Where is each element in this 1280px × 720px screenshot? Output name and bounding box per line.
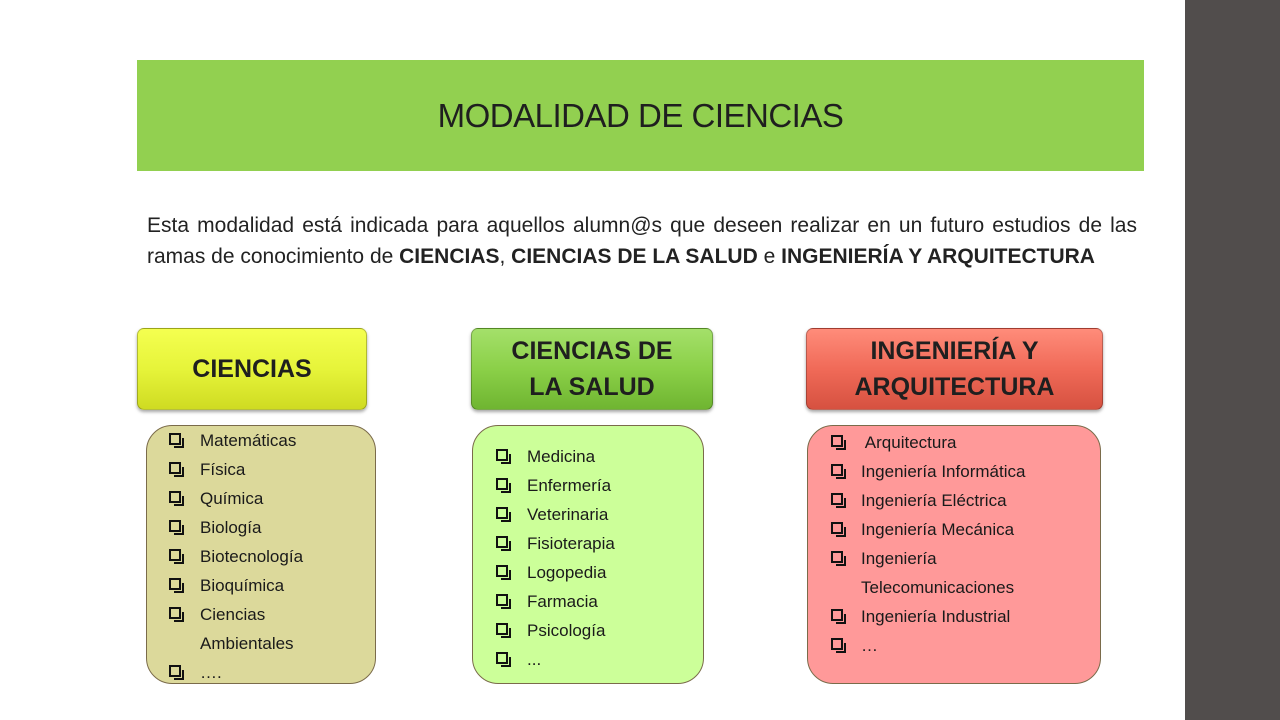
list-item [169, 455, 330, 484]
checkbox-icon [831, 493, 843, 505]
list-item [169, 513, 330, 542]
checkbox-icon [831, 464, 843, 476]
list-item [169, 426, 330, 455]
list-item [496, 500, 615, 529]
list-item [831, 457, 1071, 486]
header-ciencias [137, 328, 367, 410]
intro-bold-salud: CIENCIAS DE LA SALUD [511, 245, 758, 268]
list-item-label: Bioquímica [200, 576, 285, 595]
list-item-label: Arquitectura [861, 433, 957, 452]
checkbox-icon [496, 594, 508, 606]
list-ingenieria-items [831, 428, 1071, 660]
checkbox-icon [169, 520, 181, 532]
list-item [169, 542, 330, 571]
list-item [496, 529, 615, 558]
list-item-label: Logopedia [527, 563, 607, 582]
list-item [831, 544, 1071, 602]
checkbox-icon [831, 522, 843, 534]
list-item [169, 571, 330, 600]
checkbox-icon [496, 623, 508, 635]
list-item [496, 558, 615, 587]
list-item-label: Psicología [527, 621, 606, 640]
checkbox-icon [496, 565, 508, 577]
list-item-label: Fisioterapia [527, 534, 615, 553]
header-ciencias-label: CIENCIAS [192, 355, 312, 383]
checkbox-icon [169, 607, 181, 619]
checkbox-icon [169, 665, 181, 677]
intro-bold-ingenieria: INGENIERÍA Y ARQUITECTURA [781, 245, 1095, 268]
list-item [831, 515, 1071, 544]
list-item-label: ... [527, 650, 542, 669]
list-item [496, 587, 615, 616]
intro-paragraph [147, 210, 1137, 272]
list-item [831, 428, 1071, 457]
list-ciencias [146, 425, 376, 684]
list-item [169, 600, 330, 658]
list-item-label: Veterinaria [527, 505, 609, 524]
list-ciencias-salud [472, 425, 704, 684]
header-ciencias-salud-label: CIENCIAS DE LA SALUD [511, 337, 673, 401]
list-item [496, 616, 615, 645]
checkbox-icon [831, 638, 843, 650]
list-item [169, 484, 330, 513]
list-item-label: Biología [200, 518, 262, 537]
checkbox-icon [831, 609, 843, 621]
list-item-label: Ingeniería Industrial [861, 607, 1011, 626]
checkbox-icon [169, 462, 181, 474]
checkbox-icon [831, 551, 843, 563]
intro-separator: , [499, 245, 512, 268]
intro-text: Esta modalidad está indicada para aquellos alumn@s que deseen realizar en un futuro estudios de las ramas de conocimiento de [147, 214, 1137, 268]
checkbox-icon [496, 652, 508, 664]
list-item-label: Matemáticas [200, 431, 297, 450]
list-item-label: Física [200, 460, 246, 479]
list-item [496, 442, 615, 471]
list-item-label: Ingeniería Informática [861, 462, 1026, 481]
intro-separator: e [757, 245, 782, 268]
list-item-label: Biotecnología [200, 547, 304, 566]
checkbox-icon [169, 578, 181, 590]
list-item [831, 631, 1071, 660]
list-ciencias-items [169, 426, 330, 687]
checkbox-icon [169, 433, 181, 445]
list-item-label: Ingeniería Eléctrica [861, 491, 1007, 510]
list-item-label: Ciencias Ambientales [200, 605, 294, 653]
list-item [496, 645, 615, 674]
checkbox-icon [169, 491, 181, 503]
list-item [831, 486, 1071, 515]
list-item-label: Química [200, 489, 264, 508]
header-ingenieria-arquitectura [806, 328, 1103, 410]
list-item [831, 602, 1071, 631]
list-ingenieria-arquitectura [807, 425, 1101, 684]
checkbox-icon [496, 507, 508, 519]
title-band [137, 60, 1144, 171]
checkbox-icon [496, 449, 508, 461]
list-item-label: … [861, 636, 878, 655]
list-item [496, 471, 615, 500]
intro-bold-ciencias: CIENCIAS [399, 245, 500, 268]
list-salud-items [496, 442, 615, 674]
list-item [169, 658, 330, 687]
page-title: MODALIDAD DE CIENCIAS [437, 96, 844, 134]
list-item-label: Enfermería [527, 476, 612, 495]
checkbox-icon [496, 536, 508, 548]
right-side-bar [1185, 0, 1280, 720]
header-ciencias-salud [471, 328, 713, 410]
checkbox-icon [831, 435, 843, 447]
checkbox-icon [496, 478, 508, 490]
list-item-label: Ingeniería Mecánica [861, 520, 1015, 539]
header-ingenieria-label: INGENIERÍA Y ARQUITECTURA [854, 337, 1055, 401]
list-item-label: …. [200, 663, 222, 682]
list-item-label: Ingeniería Telecomunicaciones [861, 549, 1015, 597]
list-item-label: Farmacia [527, 592, 598, 611]
checkbox-icon [169, 549, 181, 561]
list-item-label: Medicina [527, 447, 596, 466]
